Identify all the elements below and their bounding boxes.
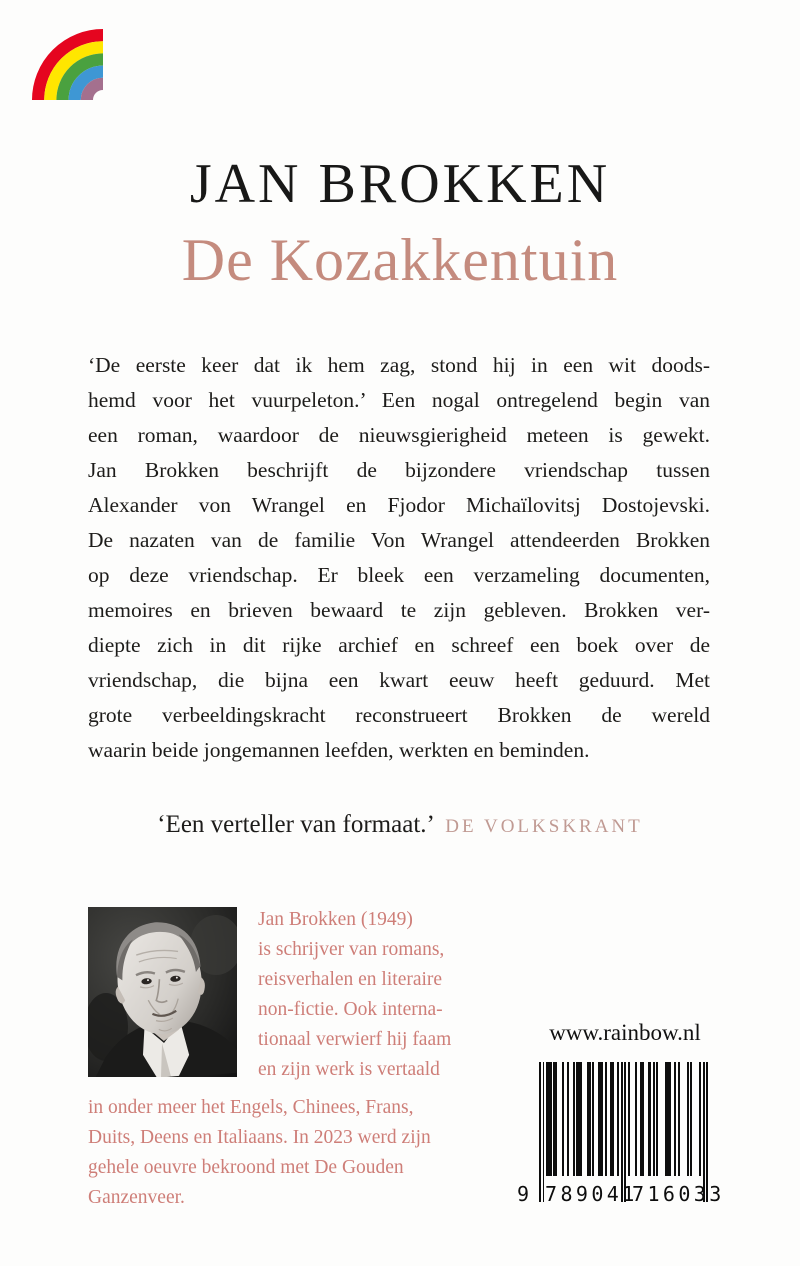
text-line: memoires en brieven bewaard te zijn gebleven. Brokken ver- (88, 598, 710, 622)
publisher-website: www.rainbow.nl (549, 1020, 701, 1045)
barcode-bar (576, 1062, 581, 1176)
isbn-digits-group2: 716033 (632, 1182, 725, 1206)
isbn-digits-group1: 789041 (545, 1182, 638, 1206)
text-line: Ganzenveer. (88, 1187, 185, 1208)
barcode-bar (562, 1062, 564, 1176)
barcode-bar (687, 1062, 689, 1176)
barcode-bars (539, 1062, 708, 1202)
rainbow-logo (28, 29, 103, 100)
barcode-bar (678, 1062, 680, 1176)
text-line: non-fictie. Ook interna- (258, 999, 443, 1020)
barcode-bar (665, 1062, 670, 1176)
barcode-bar (674, 1062, 676, 1176)
text-line: grote verbeeldingskracht reconstrueert Brokken de wereld (88, 703, 710, 727)
text-line: vriendschap, die bijna een kwart eeuw heeft geduurd. Met (88, 668, 710, 692)
barcode-bar (703, 1062, 705, 1202)
barcode-bar (624, 1062, 626, 1202)
bio-top-row (88, 905, 488, 1085)
text-line: een roman, waardoor de nieuwsgierigheid meteen is gewekt. (88, 423, 710, 447)
barcode-bar (699, 1062, 701, 1176)
barcode-bar (648, 1062, 652, 1176)
barcode-bar (592, 1062, 594, 1176)
barcode-bar (610, 1062, 614, 1176)
book-title: De Kozakkentuin (181, 227, 619, 293)
text-line: is schrijver van romans, (258, 939, 445, 960)
author-photo (88, 907, 237, 1077)
author-name: JAN BROKKEN (189, 153, 611, 215)
press-quote-text: ‘Een verteller van formaat.’ (157, 811, 433, 838)
barcode-bar (653, 1062, 655, 1176)
text-line: ‘De eerste keer dat ik hem zag, stond hij in een wit doods- (88, 353, 710, 377)
text-line: en zijn werk is vertaald (258, 1059, 440, 1080)
barcode-bar (635, 1062, 637, 1176)
barcode-bar (539, 1062, 541, 1202)
barcode-bar (553, 1062, 557, 1176)
barcode-bar (628, 1062, 630, 1176)
text-line: in onder meer het Engels, Chinees, Frans, (88, 1097, 414, 1118)
rainbow-icon (28, 29, 103, 100)
barcode-bar (617, 1062, 619, 1176)
text-line: Alexander von Wrangel en Fjodor Michaïlovitsj Dostojevski. (88, 493, 710, 517)
barcode-bar (587, 1062, 591, 1176)
barcode-bar (567, 1062, 569, 1176)
press-quote (0, 811, 800, 839)
text-line: op deze vriendschap. Er bleek een verzameling documenten, (88, 563, 710, 587)
barcode-bar (640, 1062, 644, 1176)
text-line: hemd voor het vuurpeleton.’ Een nogal ontregelend begin van (88, 388, 710, 412)
bio-text-below-photo (88, 1093, 488, 1213)
barcode-bar (598, 1062, 603, 1176)
barcode-bar (656, 1062, 658, 1176)
text-line: Jan Brokken beschrijft de bijzondere vriendschap tussen (88, 458, 710, 482)
barcode-bar (546, 1062, 551, 1176)
author-portrait-image (88, 907, 237, 1077)
text-line: Jan Brokken (1949) (258, 909, 413, 930)
barcode-bar (605, 1062, 607, 1176)
isbn-prefix-digit: 9 (517, 1182, 530, 1206)
text-line: De nazaten van de familie Von Wrangel attendeerden Brokken (88, 528, 710, 552)
synopsis-text (88, 348, 710, 768)
text-line: tionaal verwierf hij faam (258, 1029, 452, 1050)
barcode-bar (706, 1062, 708, 1202)
barcode-bar (621, 1062, 623, 1202)
text-line: waarin beide jongemannen leefden, werkten en beminden. (88, 738, 590, 762)
barcode-bar (543, 1062, 545, 1202)
text-line: Duits, Deens en Italiaans. In 2023 werd zijn (88, 1127, 431, 1148)
text-line: reisverhalen en literaire (258, 969, 443, 990)
text-line: diepte zich in dit rijke archief en schreef een boek over de (88, 633, 710, 657)
text-line: gehele oeuvre bekroond met De Gouden (88, 1157, 404, 1178)
barcode-bar (573, 1062, 575, 1176)
barcode-bar (690, 1062, 692, 1176)
bio-text-beside-photo (258, 905, 451, 1085)
press-quote-source: DE VOLKSKRANT (445, 816, 643, 837)
author-bio (88, 905, 488, 1213)
